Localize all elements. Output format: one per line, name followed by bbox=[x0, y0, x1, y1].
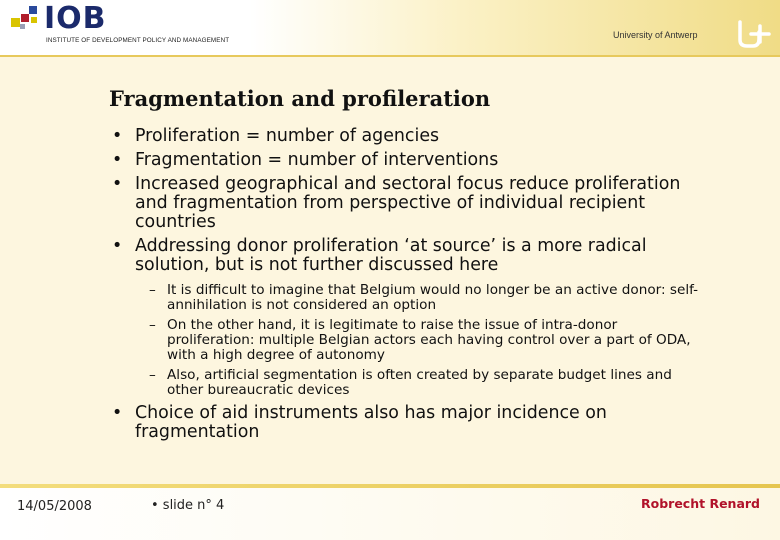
sub-bullet-item bbox=[135, 368, 708, 398]
slide-date: 14/05/2008 bbox=[17, 499, 92, 514]
header bbox=[0, 0, 780, 57]
bullet-text: Fragmentation = number of interventions bbox=[135, 150, 499, 170]
sub-bullet-item bbox=[135, 318, 708, 363]
footer bbox=[0, 488, 780, 540]
bullet-item bbox=[108, 237, 708, 398]
slide-number: • slide n° 4 bbox=[151, 498, 225, 513]
bullet-text: Choice of aid instruments also has major incidence on fragmentation bbox=[135, 403, 607, 442]
header-band bbox=[250, 0, 780, 55]
slide-author: Robrecht Renard bbox=[641, 496, 760, 511]
iob-logo-text: IOB bbox=[44, 1, 107, 36]
sub-bullet-text: On the other hand, it is legitimate to raise the issue of intra-donor proliferation: multiple Belgian actors each having control over a part of ODA, with a high degree of autonomy bbox=[167, 317, 691, 363]
bullet-text: Addressing donor proliferation ‘at source’ is a more radical solution, but is not further discussed here bbox=[135, 236, 647, 275]
slide-title: Fragmentation and profileration bbox=[109, 86, 491, 111]
bullet-text: Proliferation = number of agencies bbox=[135, 126, 440, 146]
bullet-text: Increased geographical and sectoral focus reduce proliferation and fragmentation from perspective of individual recipient countries bbox=[135, 174, 681, 232]
slide-content bbox=[0, 57, 780, 484]
university-name: University of Antwerp bbox=[613, 30, 698, 40]
bullet-list bbox=[108, 127, 708, 447]
bullet-item bbox=[108, 127, 708, 146]
iob-logo-subtitle: INSTITUTE OF DEVELOPMENT POLICY AND MANAGEMENT bbox=[46, 37, 230, 44]
bullet-item bbox=[108, 404, 708, 442]
iob-logo-mark-icon bbox=[11, 6, 43, 30]
university-logo-icon bbox=[731, 20, 771, 50]
sub-bullet-text: It is difficult to imagine that Belgium would no longer be an active donor: self-annihilation is not considered an option bbox=[167, 282, 699, 313]
bullet-item bbox=[108, 151, 708, 170]
bullet-item bbox=[108, 175, 708, 232]
sub-bullet-item bbox=[135, 283, 708, 313]
sub-bullet-text: Also, artificial segmentation is often created by separate budget lines and other bureaucratic devices bbox=[167, 367, 672, 398]
sub-bullet-list bbox=[135, 283, 708, 398]
